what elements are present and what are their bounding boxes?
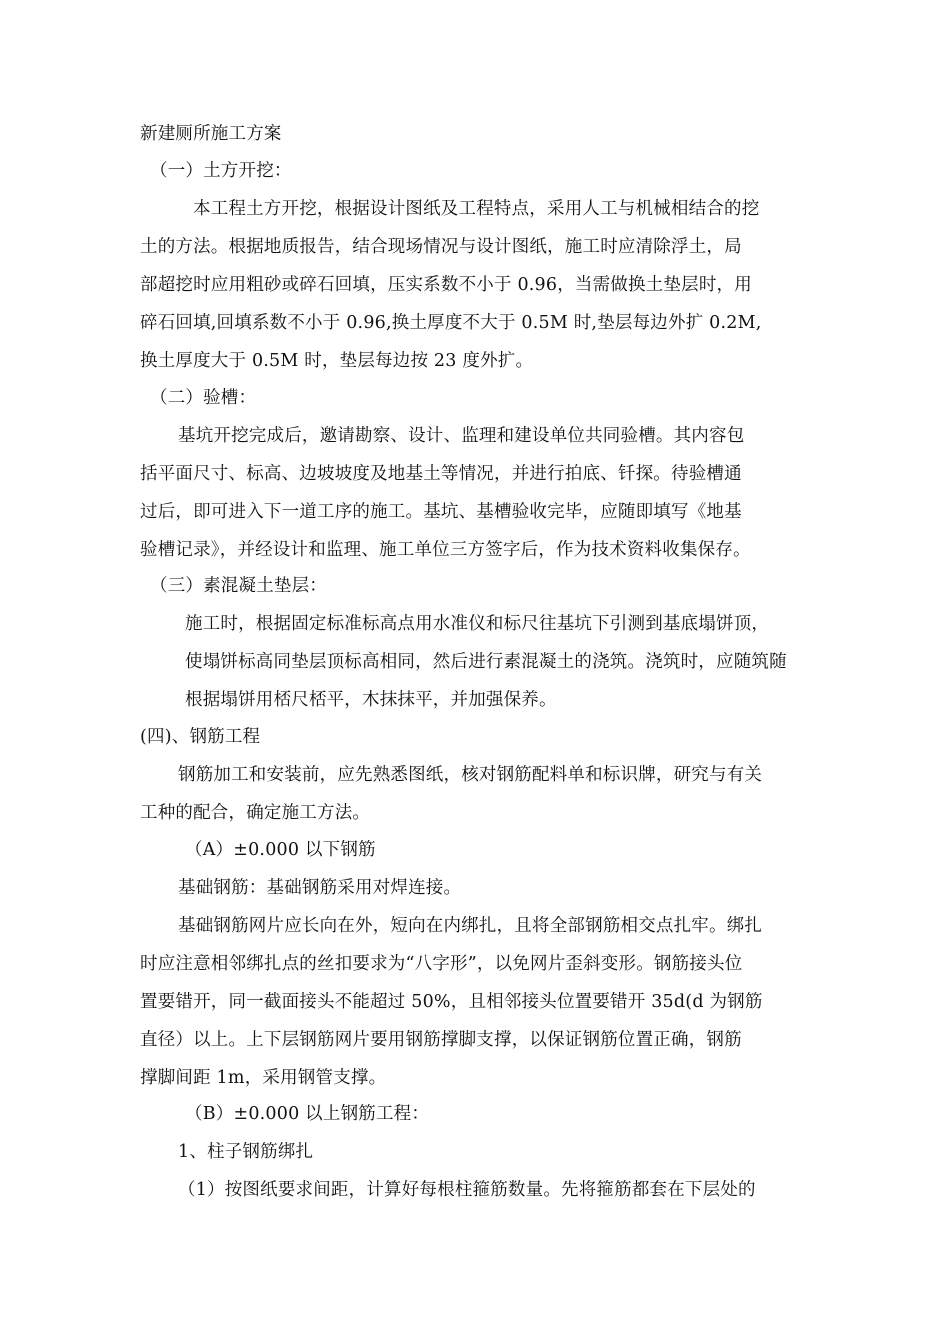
paragraph-line: 工种的配合，确定施工方法。 — [140, 803, 371, 823]
paragraph-line: 置要错开，同一截面接头不能超过 50%，且相邻接头位置要错开 35d(d 为钢筋 — [140, 992, 763, 1012]
paragraph-line: 钢筋加工和安装前，应先熟悉图纸，核对钢筋配料单和标识牌，研究与有关 — [178, 765, 763, 785]
section-heading: (四)、钢筋工程 — [140, 727, 261, 747]
paragraph-line: 碎石回填,回填系数不小于 0.96,换土厚度不大于 0.5M 时,垫层每边外扩 0.2M, — [140, 313, 762, 333]
paragraph-line: 直径）以上。上下层钢筋网片要用钢筋撑脚支撑，以保证钢筋位置正确，钢筋 — [140, 1030, 742, 1050]
paragraph-line: 时应注意相邻绑扎点的丝扣要求为“八字形”，以免网片歪斜变形。钢筋接头位 — [140, 954, 743, 974]
paragraph-line: 基础钢筋网片应长向在外，短向在内绑扎，且将全部钢筋相交点扎牢。绑扎 — [178, 916, 763, 936]
list-heading: 1、柱子钢筋绑扎 — [178, 1142, 314, 1162]
section-heading: （二）验槽： — [150, 388, 257, 408]
paragraph-line: 基坑开挖完成后，邀请勘察、设计、监理和建设单位共同验槽。其内容包 — [178, 426, 745, 446]
paragraph-line: 本工程土方开挖，根据设计图纸及工程特点，采用人工与机械相结合的挖 — [193, 199, 760, 219]
paragraph-line: 括平面尺寸、标高、边坡坡度及地基土等情况，并进行拍底、钎探。待验槽通 — [140, 464, 742, 484]
paragraph-line: 撑脚间距 1m，采用钢管支撑。 — [140, 1068, 387, 1088]
paragraph-line: 土的方法。根据地质报告，结合现场情况与设计图纸，施工时应清除浮土，局 — [140, 237, 742, 257]
paragraph-line: （1）按图纸要求间距，计算好每根柱箍筋数量。先将箍筋都套在下层处的 — [178, 1180, 756, 1200]
paragraph-line: 换土厚度大于 0.5M 时，垫层每边按 23 度外扩。 — [140, 351, 534, 371]
paragraph-line: 基础钢筋：基础钢筋采用对焊连接。 — [178, 878, 462, 898]
paragraph-line: 验槽记录》，并经设计和监理、施工单位三方签字后，作为技术资料收集保存。 — [140, 540, 751, 560]
document-title: 新建厕所施工方案 — [140, 124, 282, 144]
subsection-heading: （A）±0.000 以下钢筋 — [185, 840, 376, 860]
section-heading: （一）土方开挖： — [150, 161, 292, 181]
paragraph-line: 过后，即可进入下一道工序的施工。基坑、基槽验收完毕，应随即填写《地基 — [140, 502, 742, 522]
paragraph-line: 使塌饼标高同垫层顶标高相同，然后进行素混凝土的浇筑。浇筑时，应随筑随 — [185, 652, 787, 672]
section-heading: （三）素混凝土垫层： — [150, 576, 327, 596]
subsection-heading: （B）±0.000 以上钢筋工程： — [185, 1104, 430, 1124]
paragraph-line: 根据塌饼用桮尺桮平，木抹抹平，并加强保养。 — [185, 690, 557, 710]
paragraph-line: 施工时，根据固定标准标高点用水准仪和标尺往基坑下引测到基底塌饼顶， — [185, 614, 770, 634]
paragraph-line: 部超挖时应用粗砂或碎石回填，压实系数不小于 0.96，当需做换土垫层时，用 — [140, 275, 752, 295]
